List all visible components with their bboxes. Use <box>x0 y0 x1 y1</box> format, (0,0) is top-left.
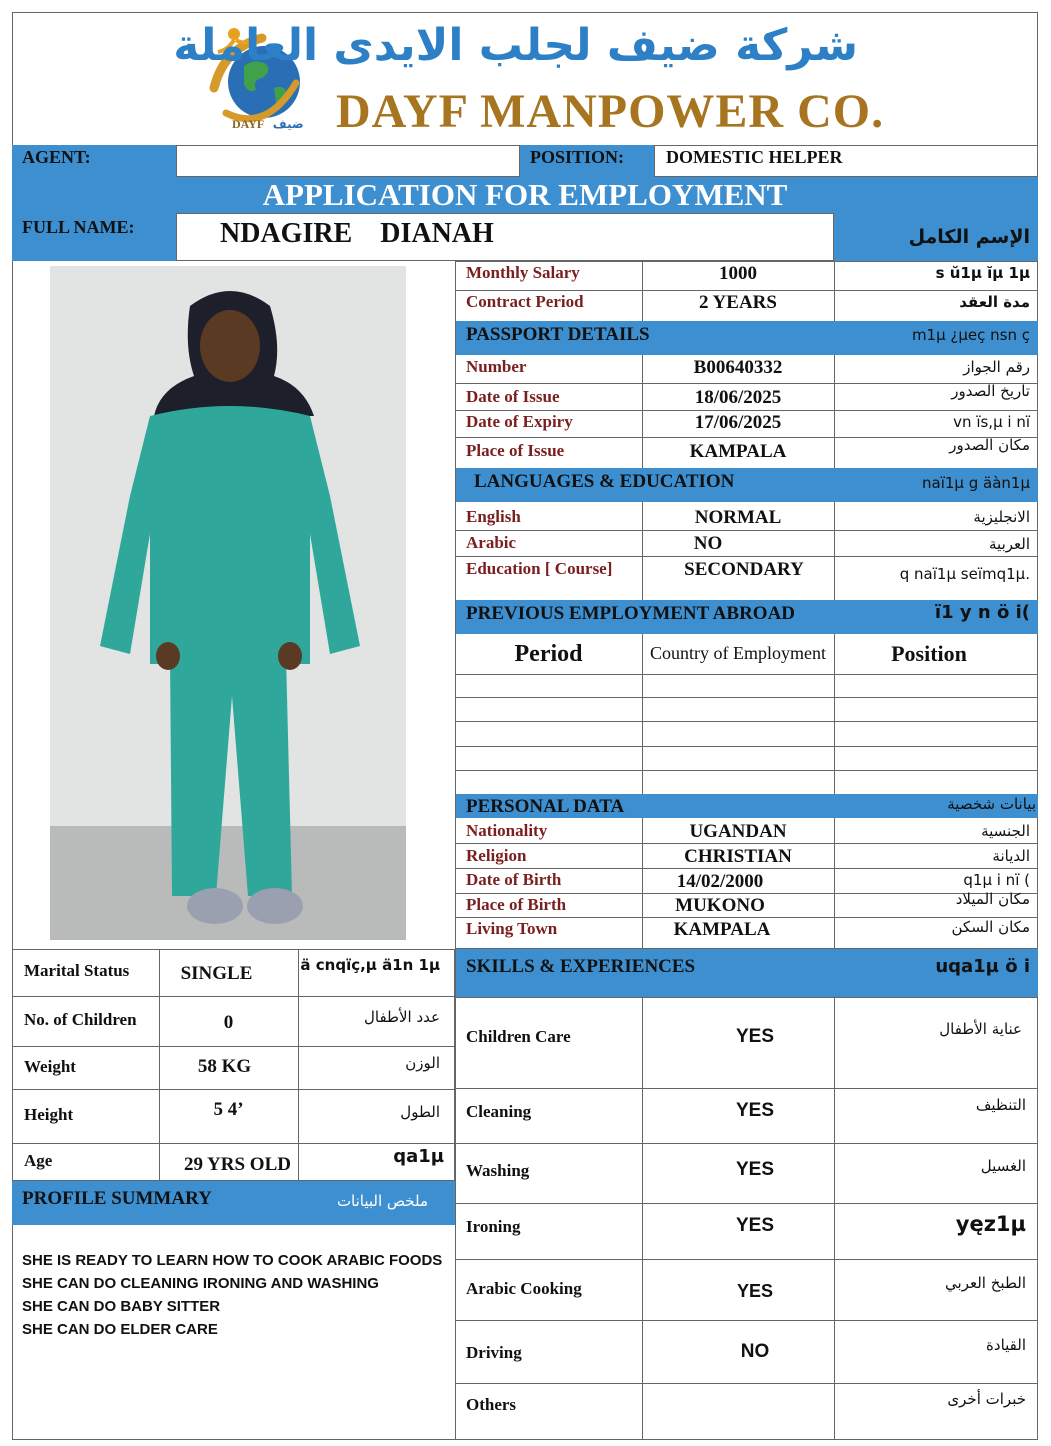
skills-title-ar: uqa1µ ö i <box>935 956 1030 977</box>
age-label-ar: qa1µ <box>393 1146 444 1167</box>
logo-text <box>232 118 304 130</box>
skill-others-label-ar: خبرات أخرى <box>947 1390 1026 1408</box>
company-name-english: DAYF MANPOWER CO. <box>336 85 885 138</box>
languages-title-ar: naï1µ g äàn1µ <box>922 474 1030 492</box>
personal-data-title: PERSONAL DATA <box>466 796 625 817</box>
weight-label-ar: الوزن <box>405 1054 440 1072</box>
profile-summary-title: PROFILE SUMMARY <box>22 1188 212 1209</box>
issue-date-label-ar: تاريخ الصدور <box>951 382 1030 400</box>
marital-status-value: SINGLE <box>180 963 253 984</box>
skill-children-care-label-ar: عناية الأطفال <box>939 1020 1022 1038</box>
children-value: 0 <box>223 1012 234 1033</box>
skill-children-care-value: YES <box>735 1026 775 1047</box>
salary-label: Monthly Salary <box>466 263 580 282</box>
skill-driving-value: NO <box>740 1341 770 1362</box>
weight-value: 58 KG <box>197 1056 252 1077</box>
nationality-value: UGANDAN <box>689 821 787 842</box>
skill-arabic-cooking-label-ar: الطبخ العربي <box>945 1274 1026 1292</box>
english-value: NORMAL <box>694 507 782 528</box>
skill-driving-label-ar: القيادة <box>986 1336 1026 1354</box>
living-town-label: Living Town <box>466 919 558 938</box>
contract-period-label-ar: مدة العقد <box>959 293 1030 311</box>
profile-line: SHE CAN DO CLEANING IRONING AND WASHING <box>22 1275 379 1292</box>
english-label: English <box>466 507 521 526</box>
issue-place-value: KAMPALA <box>689 441 787 462</box>
living-town-label-ar: مكان السكن <box>951 918 1030 936</box>
nationality-label-ar: الجنسية <box>981 822 1030 840</box>
contract-period-value: 2 YEARS <box>699 292 777 313</box>
profile-line: SHE IS READY TO LEARN HOW TO COOK ARABIC FOODS <box>22 1252 443 1269</box>
religion-label-ar: الديانة <box>992 847 1030 865</box>
passport-number-label: Number <box>466 357 527 376</box>
issue-place-label-ar: مكان الصدور <box>949 436 1030 454</box>
position-label: POSITION: <box>530 147 625 167</box>
education-label-ar: .q naï1µ seïmq1µ <box>899 565 1030 583</box>
applicant-photo <box>50 266 406 940</box>
expiry-date-label: Date of Expiry <box>466 412 573 431</box>
children-label-ar: عدد الأطفال <box>364 1008 440 1026</box>
agent-field[interactable] <box>176 145 520 177</box>
skill-arabic-cooking-label: Arabic Cooking <box>466 1279 582 1298</box>
dob-label-ar: ) q1µ i nï <box>963 871 1030 889</box>
prev-col-position: Position <box>891 641 967 666</box>
living-town-value: KAMPALA <box>673 919 771 940</box>
birth-place-value: MUKONO <box>675 895 765 916</box>
arabic-value: NO <box>693 533 723 554</box>
expiry-date-label-ar: vn ïs,µ i nï <box>953 413 1030 431</box>
position-value: DOMESTIC HELPER <box>666 147 843 167</box>
passport-number-value: B00640332 <box>693 357 783 378</box>
education-label: Education [ Course] <box>466 559 613 578</box>
passport-title-ar: m1µ ¿µeç nsn ç <box>911 326 1030 344</box>
issue-date-value: 18/06/2025 <box>694 387 782 408</box>
logo-text-ar: ضيف <box>272 117 304 131</box>
religion-label: Religion <box>466 846 527 865</box>
birth-place-label-ar: مكان الميلاد <box>955 890 1030 908</box>
person-photo-icon <box>50 266 406 940</box>
skill-washing-label: Washing <box>466 1161 530 1180</box>
skill-washing-value: YES <box>735 1159 775 1180</box>
arabic-label: Arabic <box>466 533 517 552</box>
issue-place-label: Place of Issue <box>466 441 565 460</box>
full-name-label-ar: الإسم الكامل <box>908 226 1030 248</box>
prev-col-country: Country of Employment <box>650 643 826 663</box>
previous-employment-title-ar: )ï1 y n ö i <box>934 602 1030 623</box>
skills-title: SKILLS & EXPERIENCES <box>466 956 696 977</box>
prev-col-period: Period <box>514 641 583 667</box>
age-label: Age <box>24 1151 53 1170</box>
previous-employment-title: PREVIOUS EMPLOYMENT ABROAD <box>466 603 796 624</box>
skill-cleaning-label: Cleaning <box>466 1102 532 1121</box>
height-label-ar: الطول <box>400 1103 440 1121</box>
skill-arabic-cooking-value: YES <box>736 1281 774 1301</box>
contract-period-label: Contract Period <box>466 292 584 311</box>
dob-value: 14/02/2000 <box>676 871 764 892</box>
marital-status-label-ar: ä cnqïç,µ ä1n 1µ <box>300 956 440 974</box>
marital-status-label: Marital Status <box>24 961 130 980</box>
religion-value: CHRISTIAN <box>684 846 792 867</box>
profile-summary-text <box>22 1249 452 1341</box>
expiry-date-value: 17/06/2025 <box>694 412 782 433</box>
weight-label: Weight <box>24 1057 76 1076</box>
skill-washing-label-ar: الغسيل <box>980 1157 1026 1175</box>
nationality-label: Nationality <box>466 821 548 840</box>
dob-label: Date of Birth <box>466 870 562 889</box>
languages-title: LANGUAGES & EDUCATION <box>474 471 735 492</box>
passport-number-label-ar: رقم الجواز <box>963 358 1030 376</box>
logo-text-en: DAYF <box>232 117 264 131</box>
height-label: Height <box>24 1105 74 1124</box>
skill-ironing-label: Ironing <box>466 1217 521 1236</box>
salary-label-ar: s ŭ1µ ĭµ 1µ <box>935 264 1030 282</box>
full-name-value: NDAGIRE DIANAH <box>220 218 494 249</box>
children-label: No. of Children <box>24 1010 137 1029</box>
skill-others-label: Others <box>466 1395 517 1414</box>
skill-cleaning-value: YES <box>735 1100 775 1121</box>
profile-line: SHE CAN DO ELDER CARE <box>22 1321 218 1338</box>
company-name-arabic: شركة ضيف لجلب الايدى العاملة <box>173 20 858 71</box>
personal-data-title-ar: بيانات شخصية <box>947 795 1036 813</box>
english-label-ar: الانجليزية <box>973 508 1030 526</box>
skill-cleaning-label-ar: التنظيف <box>975 1096 1026 1114</box>
skill-driving-label: Driving <box>466 1343 522 1362</box>
skill-children-care-label: Children Care <box>466 1027 571 1046</box>
birth-place-label: Place of Birth <box>466 895 567 914</box>
salary-value: 1000 <box>719 263 757 284</box>
age-value: 29 YRS OLD <box>184 1154 291 1175</box>
skill-ironing-value: YES <box>735 1215 775 1236</box>
full-name-label: FULL NAME: <box>22 217 135 237</box>
agent-label: AGENT: <box>22 147 91 167</box>
profile-line: SHE CAN DO BABY SITTER <box>22 1298 221 1315</box>
education-value: SECONDARY <box>684 559 804 580</box>
height-value: 5 4’ <box>213 1099 244 1120</box>
issue-date-label: Date of Issue <box>466 387 560 406</box>
arabic-label-ar: العربية <box>989 535 1030 553</box>
application-title: APPLICATION FOR EMPLOYMENT <box>262 177 788 212</box>
profile-summary-title-ar: ملخص البيانات <box>336 1192 428 1210</box>
skill-ironing-label-ar: yęz1µ <box>955 1212 1026 1236</box>
passport-title: PASSPORT DETAILS <box>466 324 650 345</box>
